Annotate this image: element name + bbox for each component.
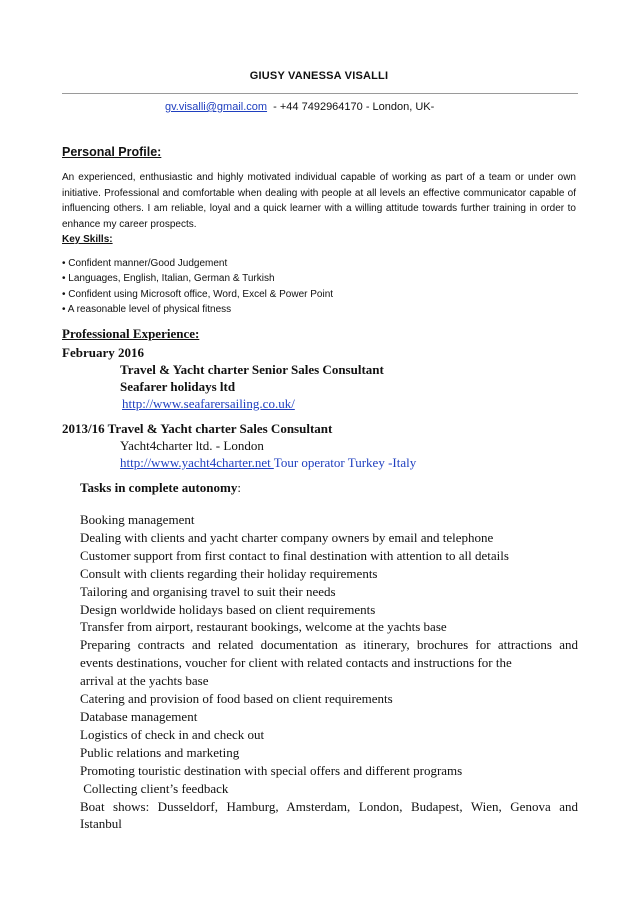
contact-line [165,101,434,113]
task-item: Design worldwide holidays based on client requirements [80,601,376,617]
task-item: Booking management [80,512,195,527]
task-item: arrival at the yachts base [80,673,209,689]
skill-item: • Confident using Microsoft office, Word, Excel & Power Point [62,288,334,300]
job2-company: Yacht4charter ltd. - London [120,438,264,453]
profile-text: An experienced, enthusiastic and highly motivated individual capable of working as part of a team or under own initiative. Professional and comfortable when dealing with people at all levels an effective communicator capable of influencing others. I am reliable, loyal and a quick learner with a willing attitude towards further training in order to enhance my career prospects. [62,172,576,230]
task-item: Public relations and marketing [80,744,240,760]
task-item: Boat shows: Dusseldorf, Hamburg, Amsterdam, London, Budapest, Wien, Genova and [80,798,578,814]
task-item: Database management [80,708,198,724]
job2-url-line [120,455,416,471]
job1-url-line [122,396,295,412]
task-item: Consult with clients regarding their holiday requirements [80,565,378,581]
tasks-heading-label: Tasks in complete autonomy [80,480,238,495]
task-item: Preparing contracts and related documentation as itinerary, brochures for attractions and [80,637,578,653]
contact-details: - +44 7492964170 - London, UK- [267,101,435,113]
job1-url-link[interactable]: http://www.seafarersailing.co.uk/ [122,396,295,411]
tasks-heading-colon: : [237,480,241,495]
skills-heading: Key Skills: [62,234,113,245]
task-item: Tailoring and organising travel to suit their needs [80,583,336,599]
task-item: events destinations, voucher for client with related contacts and instructions for the [80,655,512,671]
skill-item: • Languages, English, Italian, German & Turkish [62,273,275,285]
job1-title: Travel & Yacht charter Senior Sales Consultant [120,362,384,377]
job2-note: Tour operator Turkey -Italy [273,455,417,470]
email-link[interactable]: gv.visalli@gmail.com [165,101,268,113]
job1-company: Seafarer holidays ltd [120,379,236,394]
skill-item: • A reasonable level of physical fitness [62,303,232,315]
task-item: Istanbul [80,816,122,832]
tasks-list [80,511,578,833]
task-item: Promoting touristic destination with special offers and different programs [80,762,463,778]
task-item: Dealing with clients and yacht charter company owners by email and telephone [80,529,494,545]
tasks-heading [80,480,241,496]
header-divider [62,93,578,94]
skill-item: • Confident manner/Good Judgement [62,258,228,269]
task-item: Customer support from first contact to final destination with attention to all details [80,547,509,563]
candidate-name: GIUSY VANESSA VISALLI [249,70,389,82]
profile-heading: Personal Profile: [62,145,162,159]
experience-heading: Professional Experience: [62,326,200,341]
task-item: Transfer from airport, restaurant bookings, welcome at the yachts base [80,619,447,635]
job1-date: February 2016 [62,345,144,360]
job2-url-link[interactable]: http://www.yacht4charter.net [120,455,274,470]
skills-list [62,256,333,317]
job2-date-title: 2013/16 Travel & Yacht charter Sales Consultant [62,421,333,436]
task-item: Collecting client’s feedback [80,780,229,796]
task-item: Logistics of check in and check out [80,726,265,742]
task-item: Catering and provision of food based on client requirements [80,691,393,707]
